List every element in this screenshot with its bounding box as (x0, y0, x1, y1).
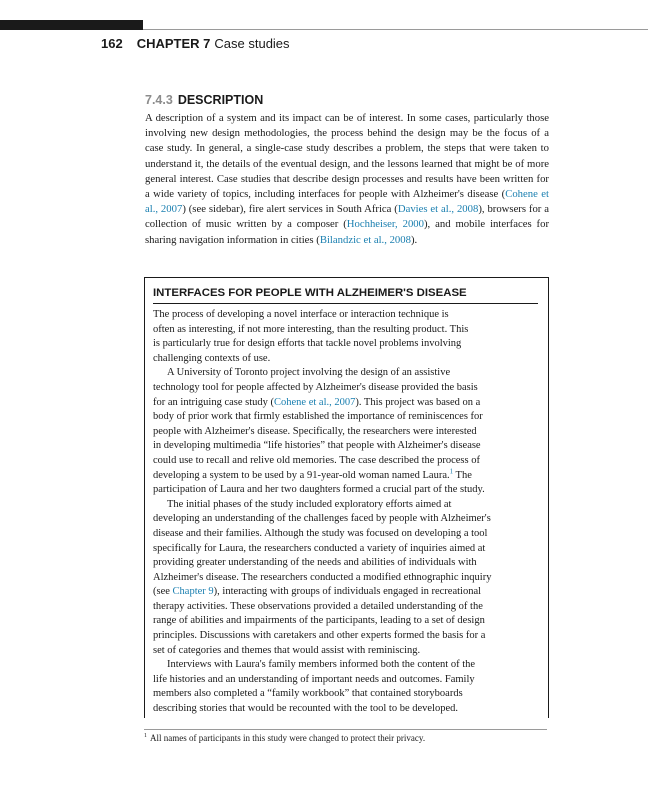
chapter-title: Case studies (214, 36, 290, 51)
sidebar-paragraph: Interviews with Laura's family members informed both the content of the life histories and an understanding of important needs and outcomes. Family members also completed a “family workbook” that contained storyboards describing stories that would be recounted with the tool to be developed. (153, 659, 476, 715)
page-number: 162 (101, 36, 123, 51)
chapter-link[interactable]: Chapter 9 (172, 586, 214, 598)
citation-link[interactable]: Cohene et al., 2007 (274, 396, 356, 408)
citation-link[interactable]: Hochheiser, 2000 (346, 218, 424, 231)
sidebar-paragraph: A University of Toronto project involving the design of an assistive technology tool for people affected by Alzheimer's disease provided the basis for an intriguing case study (Cohene et al., 2007). This project was based on a body of prior work that firmly established the importance of reminiscences for people with Alzheimer's disease. Specifically, the researchers were interested in developing multimedia “life histories” that people with Alzheimer's disease could use to recall and relive old memories. The case described the process of developing a system to be used by a 91-year-old woman named Laura.$^1$ The participation of Laura and her two daughters formed a crucial part of the study. (153, 367, 485, 496)
sidebar-body (153, 308, 535, 717)
citation-link[interactable]: Bilandzic et al., 2008 (319, 233, 411, 246)
footnote (144, 733, 425, 743)
citation-link[interactable]: Davies et al., 2008 (397, 203, 479, 216)
header-rule (143, 29, 648, 30)
section-title: DESCRIPTION (177, 93, 264, 107)
sidebar-box (144, 277, 549, 718)
footnote-number: 1 (144, 733, 147, 739)
footnote-text: All names of participants in this study were changed to protect their privacy. (150, 733, 426, 743)
sidebar-paragraph: The process of developing a novel interface or interaction technique is often as interesting, if not more interesting, than the resulting product. This is particularly true for design efforts that tackle novel problems involving challenging contexts of use. (153, 309, 469, 364)
section-body (145, 111, 549, 248)
body-paragraph: A description of a system and its impact can be of interest. In some cases, particularly those involving new design methodologies, the process behind the design may be the focus of a case study. In general, a single-case study describes a problem, the steps that were taken to understand it, the details of the eventual design, and the lessons learned that might be of more general interest. Case studies that describe design processes and results have been written for a wide variety of topics, including interfaces for people with Alzheimer's disease (Cohene et al., 2007) (see sidebar), fire alert services in South Africa (Davies et al., 2008), browsers for a collection of music written by a composer (Hochheiser, 2000), and mobile interfaces for sharing navigation information in cities (Bilandzic et al., 2008). (145, 112, 549, 246)
section-number: 7.4.3 (145, 93, 173, 107)
sidebar-paragraph: The initial phases of the study included exploratory efforts aimed at developing an understanding of the challenges faced by people with Alzheimer's disease and their families. Although the study was focused on developing a tool specifically for Laura, the researchers conducted a variety of inquiries aimed at providing greater understanding of the needs and abilities of individuals with Alzheimer's disease. The researchers conducted a modified ethnographic inquiry (see Chapter 9), interacting with groups of individuals engaged in recreational therapy activities. These observations provided a detailed understanding of the range of abilities and impairments of the participants, leading to a set of design principles. Discussions with caretakers and other experts formed the basis for a set of categories and themes that would assist with reminiscing. (153, 498, 492, 656)
header-bar (0, 20, 143, 30)
sidebar-title: INTERFACES FOR PEOPLE WITH ALZHEIMER'S DISEASE (153, 287, 467, 299)
citation-link[interactable]: Cohene et al., 2007 (145, 188, 549, 216)
section-heading (145, 93, 263, 107)
sidebar-title-rule (153, 303, 538, 304)
running-head (101, 36, 290, 51)
footnote-rule (144, 729, 547, 730)
chapter-label: CHAPTER 7 (136, 36, 211, 51)
footnote-marker[interactable]: 1 (449, 467, 454, 476)
